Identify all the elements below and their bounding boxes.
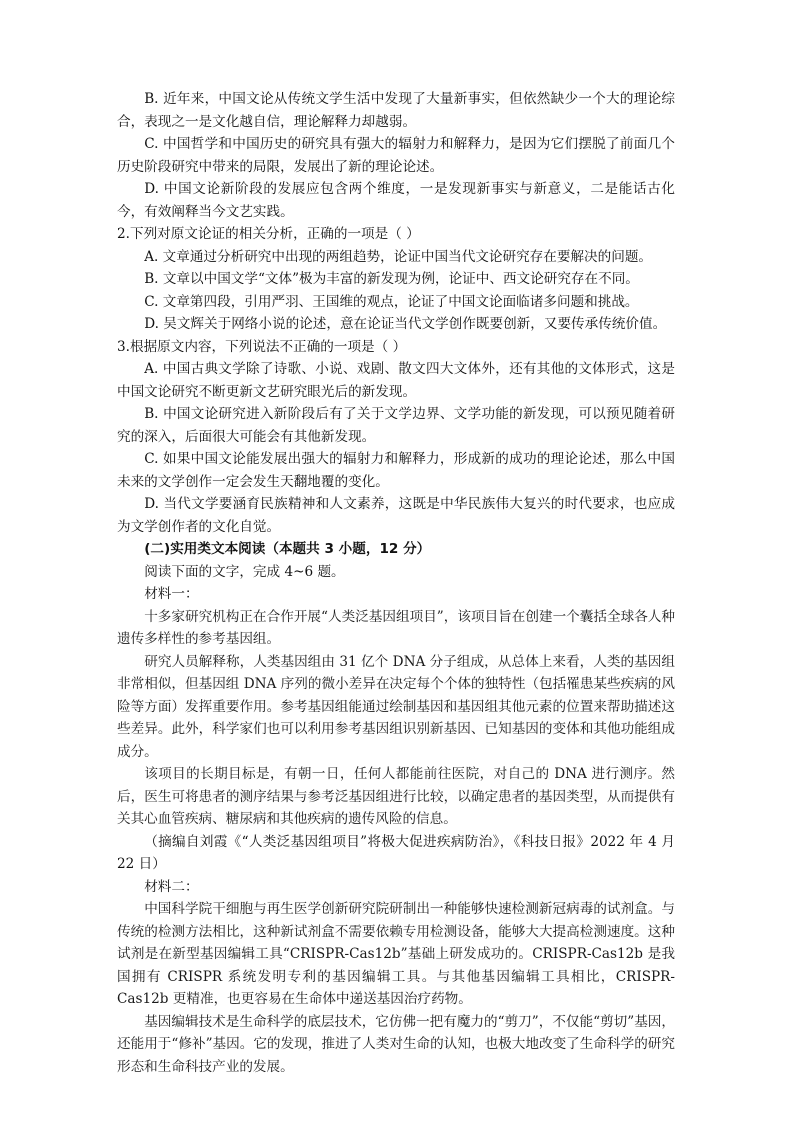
q2-option-d: D. 吴文辉关于网络小说的论述，意在论证当代文学创作既要创新，又要传承传统价值。 (144, 316, 667, 332)
material2-label: 材料二： (144, 878, 199, 895)
material1-paragraph-2: 研究人员解释称，人类基因组由 31 亿个 DNA 分子组成，从总体上来看，人类的基因组非常相似，但基因组 DNA 序列的微小差异在决定每个个体的独特性（包括罹患某些疾病的风险等方面）发挥重要作用。参考基因组能通过绘制基因和基因组其他元素的位置来帮助描述这些差异。此外，科学家们也可以利用参考基因组识别新基因、已知基因的变体和其他功能组成成分。 (117, 653, 675, 760)
q3-option-a: A. 中国古典文学除了诗歌、小说、戏剧、散文四大文体外，还有其他的文体形式，这是中国文论研究不断更新文艺研究眼光后的新发现。 (117, 361, 675, 400)
q3-option-c: C. 如果中国文论能发展出强大的辐射力和解释力，形成新的成功的理论论述，那么中国未来的文学创作一定会发生天翻地覆的变化。 (117, 451, 675, 490)
material1-paragraph-1: 十多家研究机构正在合作开展“人类泛基因组项目”，该项目旨在创建一个囊括全球各人种遗传多样性的参考基因组。 (117, 608, 675, 647)
material1-label: 材料一： (144, 586, 199, 602)
q2-option-a: A. 文章通过分析研究中出现的两组趋势，论证中国当代文论研究存在要解决的问题。 (144, 248, 653, 265)
section-instruction: 阅读下面的文字，完成 4~6 题。 (144, 563, 345, 580)
material1-source: （摘编自刘霞《“人类泛基因组项目”将极大促进疾病防治》，《科技日报》2022 年 4 月 22 日） (117, 833, 675, 872)
q2-option-c: C. 文章第四段，引用严羽、王国维的观点，论证了中国文论面临诸多问题和挑战。 (144, 293, 639, 310)
q3-option-d: D. 当代文学要涵育民族精神和人文素养，这既是中华民族伟大复兴的时代要求，也应成为文学创作者的文化自觉。 (117, 496, 675, 535)
material2-paragraph-2: 基因编辑技术是生命科学的底层技术，它仿佛一把有魔力的“剪刀”，不仅能“剪切”基因，还能用于“修补”基因。它的发现，推进了人类对生命的认知，也极大地改变了生命科学的研究形态和生命科技产业的发展。 (117, 1013, 675, 1075)
q1-option-b: B. 近年来，中国文论从传统文学生活中发现了大量新事实，但依然缺少一个大的理论综合，表现之一是文化越自信，理论解释力却越弱。 (117, 91, 675, 130)
q3-stem: 3.根据原文内容，下列说法不正确的一项是（ ） (117, 338, 407, 355)
exam-page (117, 88, 675, 1078)
q1-option-c: C. 中国哲学和中国历史的研究具有强大的辐射力和解释力，是因为它们摆脱了前面几个历史阶段研究中带来的局限，发展出了新的理论论述。 (117, 136, 675, 175)
q2-option-b: B. 文章以中国文学“文体”极为丰富的新发现为例，论证中、西文论研究存在不同。 (144, 271, 639, 287)
q2-stem: 2.下列对原文论证的相关分析，正确的一项是（ ） (117, 226, 420, 242)
material2-paragraph-1: 中国科学院干细胞与再生医学创新研究院研制出一种能够快速检测新冠病毒的试剂盒。与传统的检测方法相比，这种新试剂盒不需要依赖专用检测设备，能够大大提高检测速度。这种试剂是在新型基因编辑工具“CRISPR-Cas12b”基础上研发成功的。CRISPR-Cas12b 是我国拥有 CRISPR 系统发明专利的基因编辑工具。与其他基因编辑工具相比，CRISPR-Cas12b 更精准，也更容易在生命体中递送基因治疗药物。 (117, 901, 675, 1007)
material1-paragraph-3: 该项目的长期目标是，有朝一日，任何人都能前往医院，对自己的 DNA 进行测序。然后，医生可将患者的测序结果与参考泛基因组进行比较，以确定患者的基因类型，从而提供有关其心血管疾病、糖尿病和其他疾病的遗传风险的信息。 (117, 766, 675, 827)
q3-option-b: B. 中国文论研究进入新阶段后有了关于文学边界、文学功能的新发现，可以预见随着研究的深入，后面很大可能会有其他新发现。 (117, 406, 675, 445)
section-heading: (二)实用类文本阅读（本题共 3 小题，12 分） (144, 541, 431, 557)
q1-option-d: D. 中国文论新阶段的发展应包含两个维度，一是发现新事实与新意义，二是能话古化今，有效阐释当今文艺实践。 (117, 181, 675, 220)
